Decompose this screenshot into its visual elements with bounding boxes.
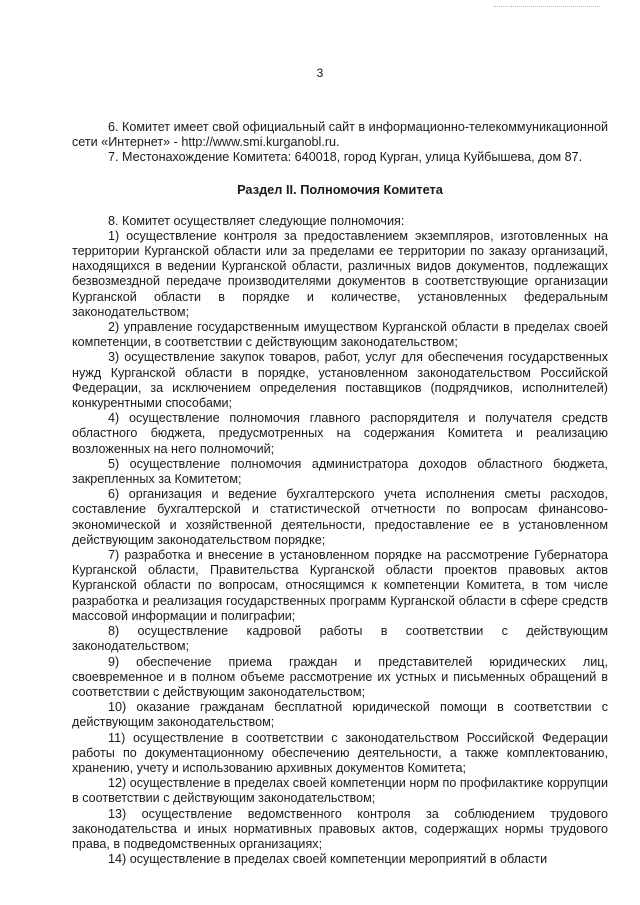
list-item-11: 11) осуществление в соответствии с законодательством Российской Федерации работы по документационному обеспечению деятельности, а также комплектованию, хранению, учету и использованию архивных документов Комитета;: [72, 730, 608, 775]
list-item-12: 12) осуществление в пределах своей компетенции норм по профилактике коррупции в соответствии с действующим законодательством;: [72, 776, 608, 806]
list-item-4: 4) осуществление полномочия главного распорядителя и получателя средств областного бюджета, предусмотренных на содержания Комитета и реализацию возложенных на него полномочий;: [72, 411, 608, 456]
list-item-3: 3) осуществление закупок товаров, работ, услуг для обеспечения государственных нужд Курганской области в порядке, установленном законодательством Российской Федерации, за исключением определения поставщиков (подрядчиков, исполнителей) конкурентными способами;: [72, 350, 608, 411]
scan-artifact: [494, 6, 508, 8]
paragraph-7-location: 7. Местонахождение Комитета: 640018, город Курган, улица Куйбышева, дом 87.: [108, 150, 583, 165]
list-item-1: 1) осуществление контроля за предоставлением экземпляров, изготовленных на территории Курганской области или за пределами ее территории по заказу организаций, находящихся в ведении Курганской области, различных видов документов, подлежащих безвозмездной передаче производителями документов в соответствующие организации Курганской области в порядке и количестве, установленных федеральным законодательством;: [72, 228, 608, 319]
list-item-7: 7) разработка и внесение в установленном порядке на рассмотрение Губернатора Курганской области, Правительства Курганской области проектов правовых актов Курганской области по вопросам, относящимся к компетенции Комитета, в том числе разработка и реализация государственных программ Курганской области в сфере средств массовой информации и полиграфии;: [72, 548, 608, 623]
page-number: 3: [316, 66, 324, 80]
paragraph-8-intro: 8. Комитет осуществляет следующие полномочия:: [108, 213, 405, 228]
section-heading: Раздел II. Полномочия Комитета: [237, 181, 443, 197]
list-item-10: 10) оказание гражданам бесплатной юридической помощи в соответствии с действующим законодательством;: [72, 700, 608, 730]
list-item-6: 6) организация и ведение бухгалтерского учета исполнения сметы расходов, составление бухгалтерской и статистической отчетности по вопросам финансово-экономической и хозяйственной деятельности, предоставление ее в установленном действующим законодательством порядке;: [72, 487, 608, 547]
list-item-5: 5) осуществление полномочия администратора доходов областного бюджета, закрепленных за Комитетом;: [72, 456, 608, 487]
paragraph-6-website: 6. Комитет имеет свой официальный сайт в информационно-телекоммуникационной сети «Интернет» - http://www.smi.kurganobl.ru.: [72, 120, 608, 150]
list-item-8: 8) осуществление кадровой работы в соответствии с действующим законодательством;: [72, 624, 608, 654]
scan-artifact: [510, 6, 600, 8]
list-item-9: 9) обеспечение приема граждан и представителей юридических лиц, своевременное и в полном объеме рассмотрение их устных и письменных обращений в соответствии с действующим законодательством;: [72, 654, 608, 699]
list-item-14: 14) осуществление в пределах своей компетенции мероприятий в области: [108, 852, 548, 867]
document-body: [72, 120, 608, 867]
list-item-2: 2) управление государственным имуществом Курганской области в пределах своей компетенции, в соответствии с действующим законодательством;: [72, 320, 608, 350]
list-item-13: 13) осуществление ведомственного контроля за соблюдением трудового законодательства и иных нормативных правовых актов, содержащих нормы трудового права, в подведомственных организациях;: [72, 806, 608, 851]
